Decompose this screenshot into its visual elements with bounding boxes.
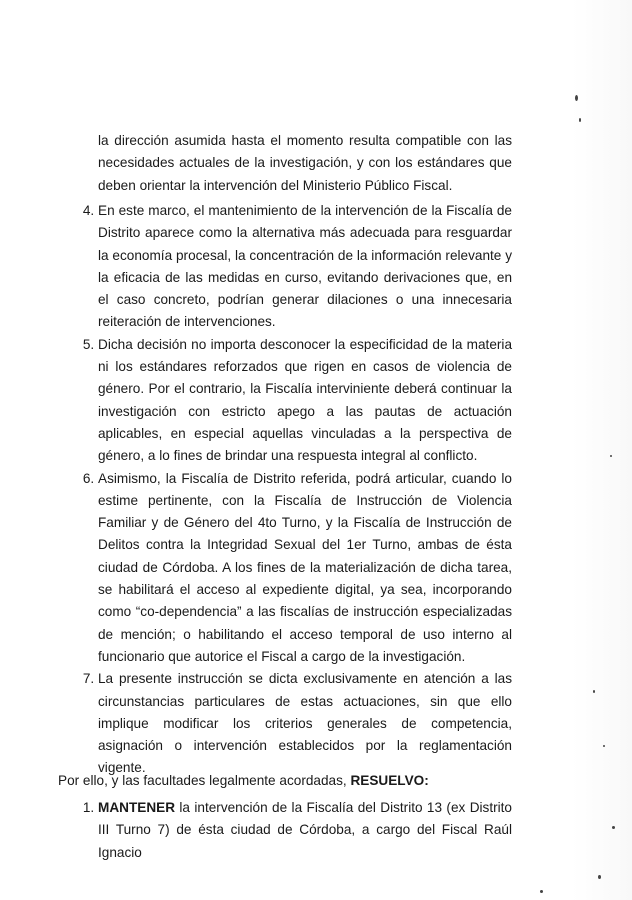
resolution-intro-text: Por ello, y las facultades legalmente acordadas, [58,773,351,788]
resolution-text: la intervención de la Fiscalía del Distrito 13 (ex Distrito III Turno 7) de ésta ciudad de Córdoba, a cargo del Fiscal Raúl Ignacio [98,800,512,860]
consideration-item [98,334,512,468]
scan-speck [598,875,601,879]
consideration-item [98,668,512,779]
consideration-item [98,468,512,669]
consideration-text: Dicha decisión no importa desconocer la especificidad de la materia ni los estándares reforzados que rigen en casos de violencia de género. Por el contrario, la Fiscalía interviniente deberá continuar la investigación con estricto apego a las pautas de actuación aplicables, en especial aquellas vinculadas a la perspectiva de género, a lo fines de brindar una respuesta integral al conflicto. [98,336,512,464]
continued-paragraph: la dirección asumida hasta el momento resulta compatible con las necesidades actuales de la investigación, y con los estándares que deben orientar la intervención del Ministerio Público Fiscal. [98,133,512,193]
resolution-intro [58,770,512,792]
scan-edge-shadow [572,0,632,900]
scan-speck [575,95,578,101]
consideration-item [98,200,512,334]
scan-speck [603,745,605,747]
scan-speck [579,118,581,122]
scan-speck [593,690,595,693]
consideration-text: Asimismo, la Fiscalía de Distrito referida, podrá articular, cuando lo estime pertinente, con la Fiscalía de Instrucción de Violencia Familiar y de Género del 4to Turno, y la Fiscalía de Instrucción de Delitos contra la Integridad Sexual del 1er Turno, ambas de ésta ciudad de Córdoba. A los fines de la materialización de dicha tarea, se habilitará el acceso al expediente digital, ya sea, incorporando como “co-dependencia” a las fiscalías de instrucción especializadas de mención; o habilitando el acceso temporal de uso interno al funcionario que autorice el Fiscal a cargo de la investigación. [98,470,512,664]
scan-speck [610,455,612,457]
consideration-text: La presente instrucción se dicta exclusivamente en atención a las circunstancias particulares de estas actuaciones, sin que ello implique modificar los criterios generales de competencia, asignación o intervención establecidos por la reglamentación vigente. [98,671,512,776]
consideration-text: En este marco, el mantenimiento de la intervención de la Fiscalía de Distrito aparece como la alternativa más adecuada para resguardar la economía procesal, la concentración de la información relevante y la eficacia de las medidas en curso, evitando derivaciones que, en el caso concreto, podrían generar dilaciones o una innecesaria reiteración de intervenciones. [98,203,512,330]
scan-speck [612,826,615,829]
resolution-keyword: MANTENER [98,800,176,815]
numbered-considerations [58,200,512,780]
resuelvo-heading: RESUELVO: [350,773,429,788]
scan-speck [540,890,543,893]
resolution-item [98,797,512,864]
resolution-list [58,797,512,864]
